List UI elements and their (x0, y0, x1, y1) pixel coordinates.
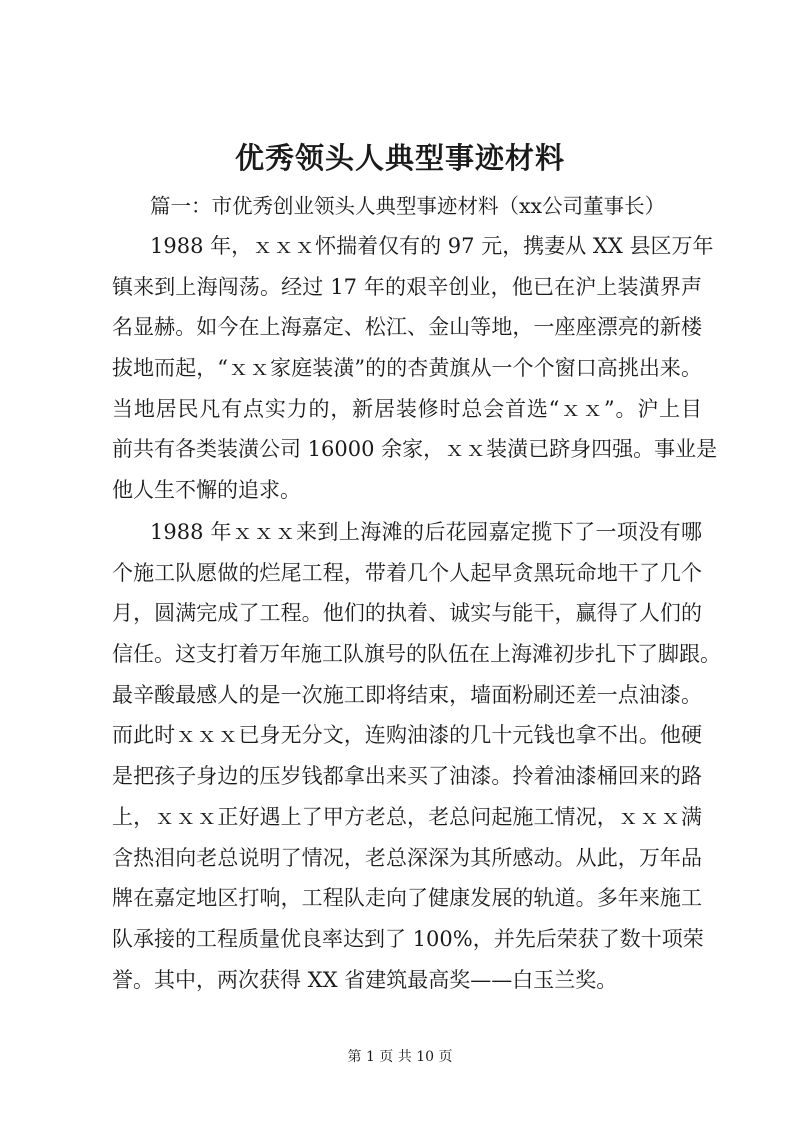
paragraph-line: 1988 年ｘｘｘ来到上海滩的后花园嘉定揽下了一项没有哪 (150, 520, 702, 544)
paragraph-line: 最辛酸最感人的是一次施工即将结束，墙面粉刷还差一点油漆。 (112, 682, 702, 707)
paragraph-line: 镇来到上海闯荡。经过 17 年的艰辛创业，他已在沪上装潢界声 (112, 274, 702, 299)
paragraph-1 (112, 226, 718, 511)
paragraph-line: 当地居民凡有点实力的，新居装修时总会首选“ｘｘ”。沪上目 (112, 396, 702, 421)
paragraph-line: 1988 年，ｘｘｘ怀揣着仅有的 97 元，携妻从 XX 县区万年 (150, 234, 714, 258)
paragraph-line: 而此时ｘｘｘ已身无分文，连购油漆的几十元钱也拿不出。他硬 (112, 723, 702, 748)
paragraph-line: 他人生不懈的追求。 (112, 478, 301, 503)
document-title: 优秀领头人典型事迹材料 (234, 141, 565, 175)
paragraph-line: 是把孩子身边的压岁钱都拿出来买了油漆。拎着油漆桶回来的路 (112, 764, 702, 789)
paragraph-line: 月，圆满完成了工程。他们的执着、诚实与能干，赢得了人们的 (112, 601, 702, 626)
paragraph-line: 含热泪向老总说明了情况，老总深深为其所感动。从此，万年品 (112, 845, 702, 870)
paragraph-2 (112, 512, 721, 1000)
paragraph-line: 名显赫。如今在上海嘉定、松江、金山等地，一座座漂亮的新楼 (112, 315, 702, 340)
paragraph-line: 前共有各类装潢公司 16000 余家，ｘｘ装潢已跻身四强。事业是 (112, 437, 718, 462)
page-footer: 第 1 页 共 10 页 (347, 1049, 453, 1065)
document-subtitle: 篇一：市优秀创业领头人典型事迹材料（xx公司董事长） (150, 194, 666, 218)
paragraph-line: 誉。其中，两次获得 XX 省建筑最高奖——白玉兰奖。 (112, 967, 618, 992)
paragraph-line: 队承接的工程质量优良率达到了 100%，并先后荣获了数十项荣 (112, 926, 704, 951)
paragraph-line: 拔地而起，“ｘｘ家庭装潢”的的杏黄旗从一个个窗口高挑出来。 (112, 356, 702, 381)
paragraph-line: 牌在嘉定地区打响，工程队走向了健康发展的轨道。多年来施工 (112, 886, 702, 911)
paragraph-line: 上，ｘｘｘ正好遇上了甲方老总，老总问起施工情况，ｘｘｘ满 (112, 804, 702, 829)
paragraph-line: 信任。这支打着万年施工队旗号的队伍在上海滩初步扎下了脚跟。 (112, 642, 721, 667)
paragraph-line: 个施工队愿做的烂尾工程，带着几个人起早贪黑玩命地干了几个 (112, 560, 702, 585)
